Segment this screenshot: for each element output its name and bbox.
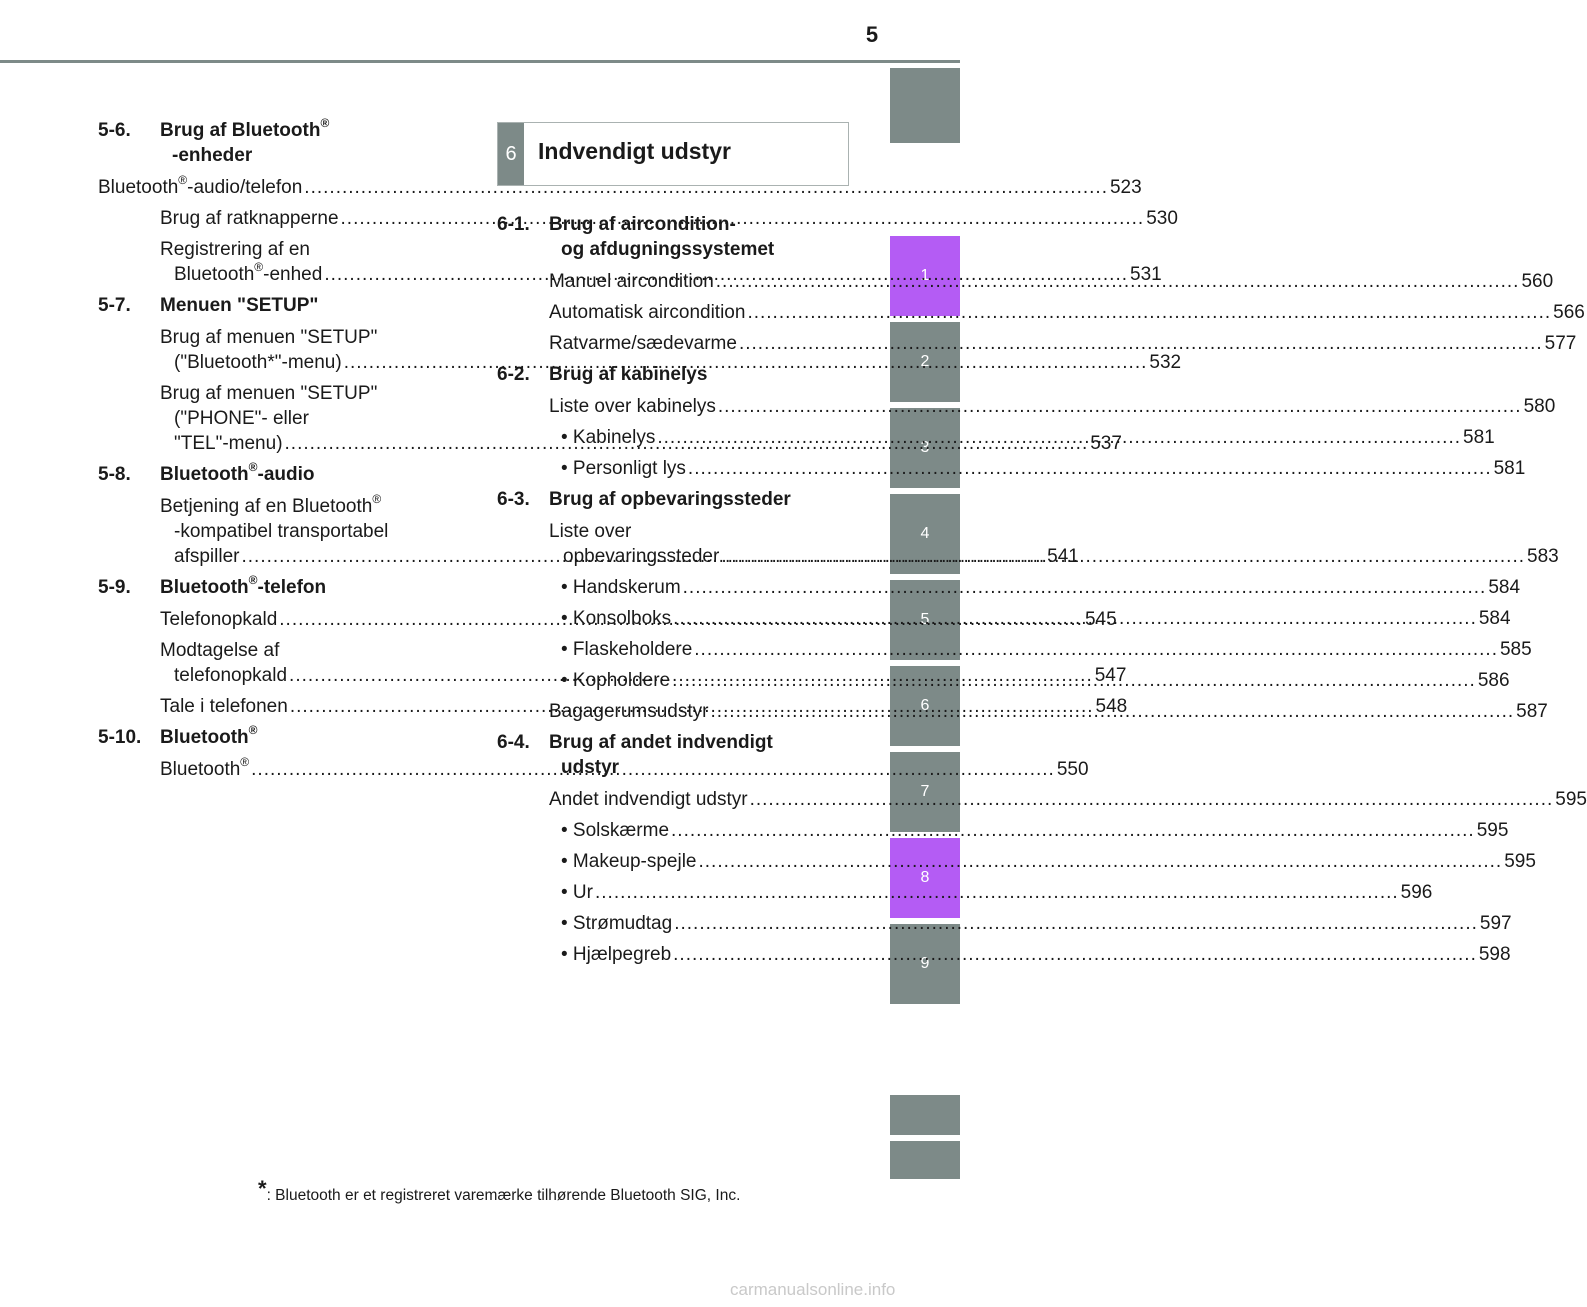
toc-section-6-3: 6-3. Brug af opbevaringssteder (497, 489, 791, 510)
chapter-tab-3[interactable]: 3 (890, 408, 960, 488)
toc-section-6-2: 6-2. Brug af kabinelys (497, 364, 708, 385)
toc-entry[interactable]: Bluetooth® ..... 550 (98, 757, 450, 782)
toc-entry[interactable]: • Strømudtag ..... 597 (497, 911, 837, 936)
section-number: 5-6. (98, 120, 131, 141)
toc-section-5-8: 5-8. Bluetooth®-audio (98, 459, 315, 485)
toc-section-5-6 (98, 115, 450, 168)
section-title: Indvendigt udstyr (538, 138, 731, 164)
toc-entry[interactable]: Brug af menuen "SETUP" ("Bluetooth*"-menu) ..... 532 (98, 325, 450, 375)
toc-entry[interactable]: Bluetooth®-audio/telefon ..... 523 (98, 175, 450, 200)
toc-section-6-1: 6-1. Brug af aircondition- og afdugningssystemet (497, 214, 775, 260)
toc-entry[interactable]: Registrering af en Bluetooth®-enhed ..... 531 (98, 237, 450, 287)
toc-section-5-9: 5-9. Bluetooth®-telefon (98, 572, 327, 598)
toc-entry[interactable]: Betjening af en Bluetooth® -kompatibel transportabel afspiller ..... 541 (98, 494, 450, 569)
chapter-tab-4[interactable]: 4 (890, 494, 960, 574)
toc-entry[interactable]: Automatisk aircondition ..... 566 (497, 300, 837, 325)
chapter-tab-6[interactable]: 6 (890, 666, 960, 746)
toc-entry[interactable]: • Ur ..... 596 (497, 880, 837, 905)
section-header-box (497, 122, 849, 186)
toc-entry[interactable]: • Solskærme ..... 595 (497, 818, 837, 843)
header-rule (0, 60, 960, 63)
toc-entry[interactable]: Modtagelse af telefonopkald ..... 547 (98, 638, 450, 688)
chapter-tab-blank[interactable] (890, 1095, 960, 1135)
page-number: 5 (865, 22, 879, 47)
section-number-tab: 6 (498, 123, 524, 185)
toc-entry[interactable]: Tale i telefonen ..... 548 (98, 694, 450, 719)
toc-entry[interactable]: • Kopholdere ..... 586 (497, 668, 837, 693)
toc-section-5-10: 5-10. Bluetooth® (98, 722, 258, 748)
toc-section-5-7: 5-7. Menuen "SETUP" (98, 295, 319, 316)
toc-entry[interactable]: Andet indvendigt udstyr ..... 595 (497, 787, 837, 812)
toc-entry[interactable]: Liste over kabinelys ..... 580 (497, 394, 837, 419)
toc-entry[interactable]: Liste over opbevaringssteder ..... 583 (497, 519, 837, 569)
chapter-tab-7[interactable]: 7 (890, 752, 960, 832)
chapter-tab-1[interactable]: 1 (890, 236, 960, 316)
toc-entry[interactable]: Bagagerumsudstyr ..... 587 (497, 699, 837, 724)
toc-entry[interactable]: • Hjælpegreb ..... 598 (497, 942, 837, 967)
toc-entry[interactable]: Ratvarme/sædevarme ..... 577 (497, 331, 837, 356)
chapter-tab-blank[interactable] (890, 68, 960, 143)
chapter-tab-2[interactable]: 2 (890, 322, 960, 402)
toc-entry[interactable]: • Konsolboks ..... 584 (497, 606, 837, 631)
chapter-tab-blank[interactable] (890, 1141, 960, 1179)
toc-entry[interactable]: • Flaskeholdere ..... 585 (497, 637, 837, 662)
chapter-tab-8[interactable]: 8 (890, 838, 960, 918)
toc-entry[interactable]: • Personligt lys ..... 581 (497, 456, 837, 481)
watermark: carmanualsonline.info (730, 1280, 896, 1299)
toc-entry[interactable]: Brug af ratknapperne ..... 530 (98, 206, 450, 231)
toc-entry[interactable]: Manuel aircondition ..... 560 (497, 269, 837, 294)
footnote: *: Bluetooth er et registreret varemærke tilhørende Bluetooth SIG, Inc. (258, 1176, 741, 1204)
toc-entry[interactable]: Telefonopkald ..... 545 (98, 607, 450, 632)
toc-entry[interactable]: Brug af menuen "SETUP" ("PHONE"- eller "TEL"-menu) ..... 537 (98, 381, 450, 456)
chapter-tab-5[interactable]: 5 (890, 580, 960, 660)
toc-entry[interactable]: • Makeup-spejle ..... 595 (497, 849, 837, 874)
section-title: Brug af Bluetooth® -enheder (160, 115, 330, 166)
chapter-tab-9[interactable]: 9 (890, 924, 960, 1004)
toc-section-6-4: 6-4. Brug af andet indvendigt udstyr (497, 732, 773, 778)
toc-entry[interactable]: • Handskerum ..... 584 (497, 575, 837, 600)
toc-entry[interactable]: • Kabinelys ..... 581 (497, 425, 837, 450)
